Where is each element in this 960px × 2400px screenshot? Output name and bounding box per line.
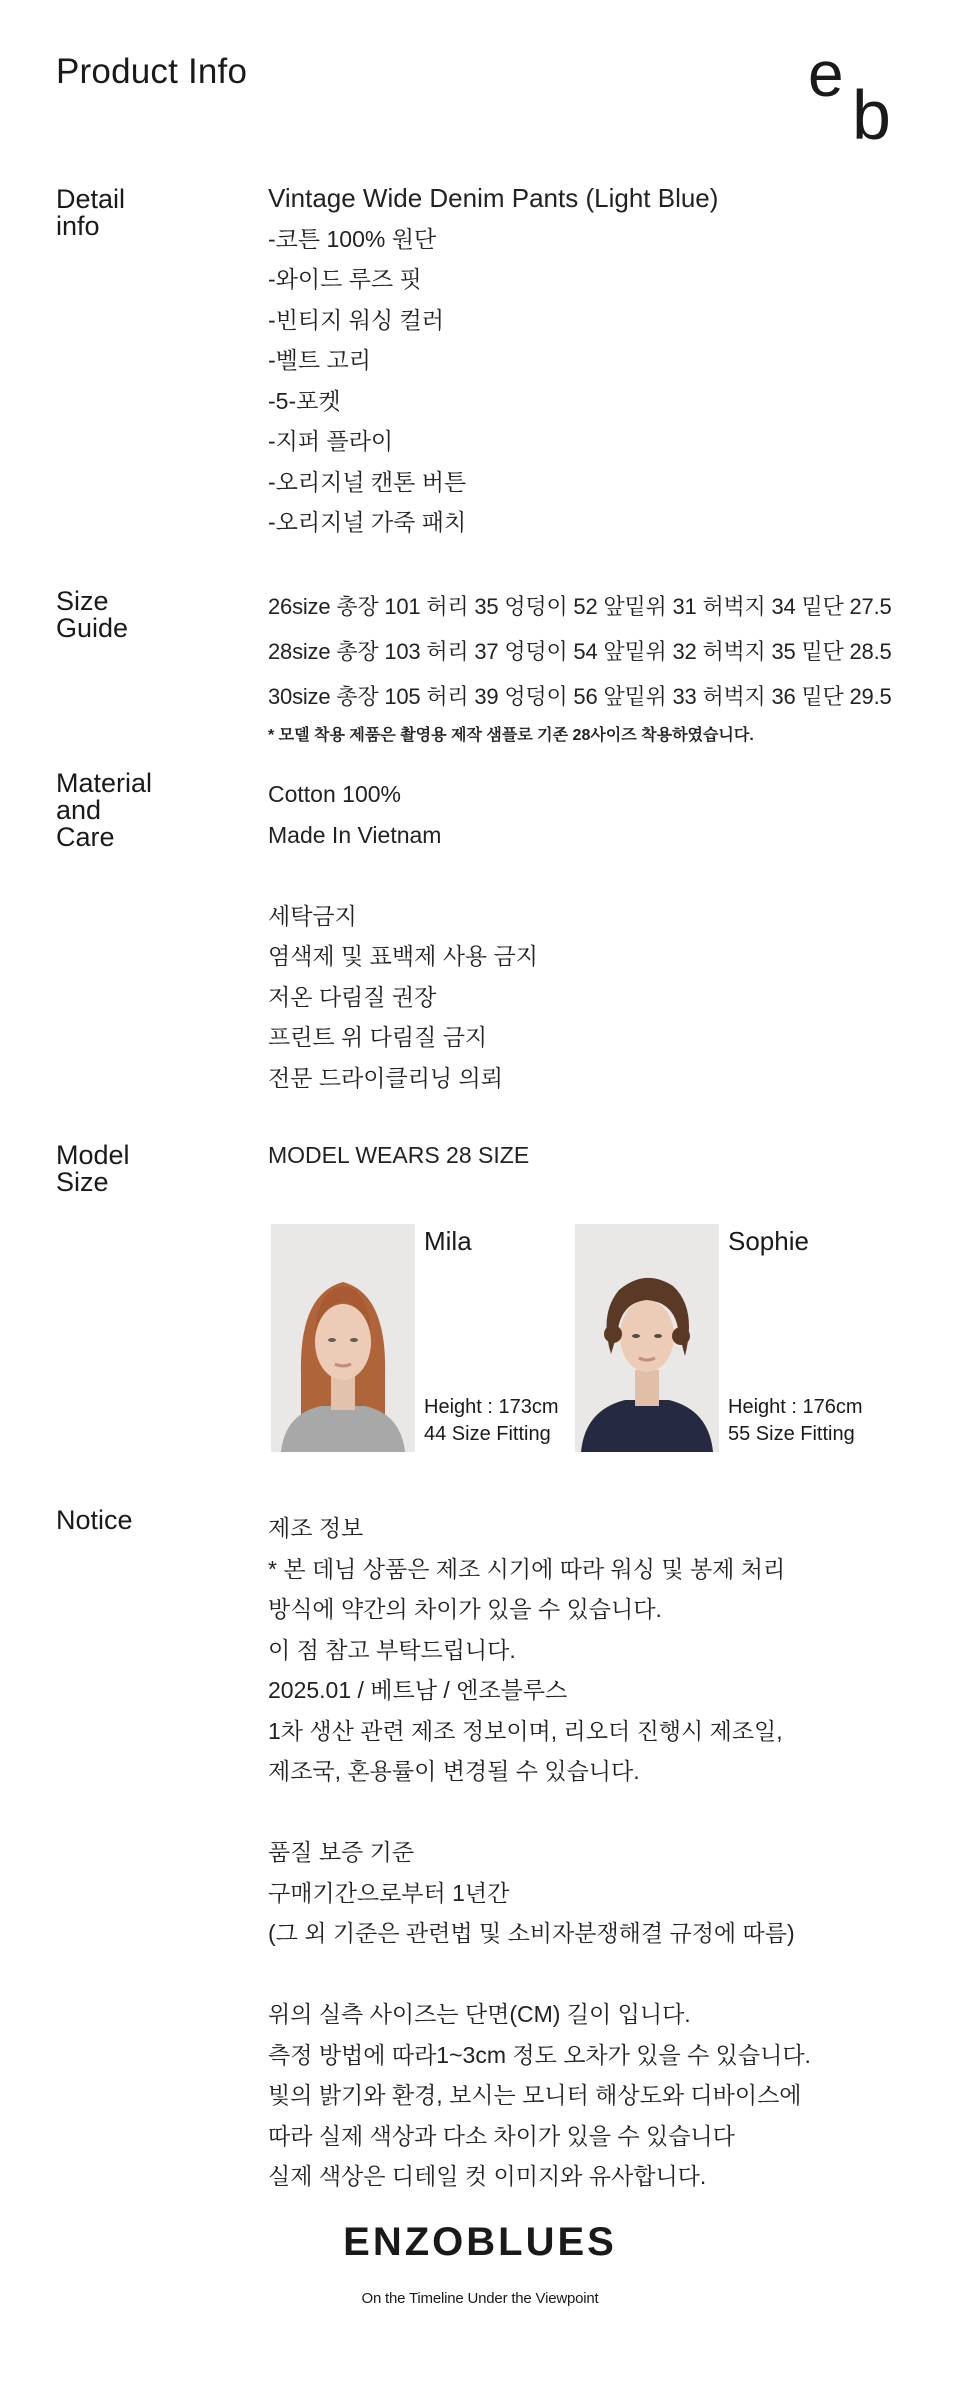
brand-wordmark: ENZOBLUES <box>343 2220 617 2264</box>
model-wears: MODEL WEARS 28 SIZE <box>268 1142 530 1168</box>
spacer <box>268 855 538 896</box>
notice-line: 위의 실측 사이즈는 단면(CM) 길이 입니다. <box>268 2001 691 2027</box>
logo-letter-e: e <box>808 38 844 110</box>
model-portrait-icon <box>575 1224 719 1452</box>
notice-line: 실제 색상은 디테일 컷 이미지와 유사합니다. <box>268 2163 707 2189</box>
feature-item: -오리지널 캔톤 버튼 <box>268 468 467 495</box>
notice-line: 방식에 약간의 차이가 있을 수 있습니다. <box>268 1596 662 1622</box>
detail-info-label <box>56 186 236 240</box>
model-size-label <box>56 1142 236 1196</box>
feature-item: -와이드 루즈 핏 <box>268 266 422 292</box>
material-care-section <box>268 774 538 1098</box>
product-name: Vintage Wide Denim Pants (Light Blue) <box>268 183 719 213</box>
notice-line: 빛의 밝기와 환경, 보시는 모니터 해상도와 디바이스에 <box>268 2082 802 2108</box>
notice-line: 제조 정보 <box>268 1515 364 1541</box>
feature-item: -지퍼 플라이 <box>268 428 394 454</box>
model-height: Height : 173cm <box>424 1396 559 1418</box>
notice-line: 1차 생산 관련 제조 정보이며, 리오더 진행시 제조일, <box>268 1717 783 1744</box>
notice-line: 제조국, 혼용률이 변경될 수 있습니다. <box>268 1758 640 1784</box>
model-height: Height : 176cm <box>728 1396 863 1418</box>
label-line: Model <box>56 1140 130 1170</box>
notice-line: 구매기간으로부터 1년간 <box>268 1879 510 1906</box>
label-line: Care <box>56 822 115 852</box>
composition-item: Made In Vietnam <box>268 821 442 848</box>
label-line: info <box>56 211 100 241</box>
care-item: 프린트 위 다림질 금지 <box>268 1024 488 1050</box>
label-line: and <box>56 795 102 825</box>
feature-item: -5-포켓 <box>268 387 341 414</box>
model-photo-sophie <box>575 1224 719 1452</box>
brand-logo <box>808 38 912 154</box>
feature-item: -코튼 100% 원단 <box>268 225 437 252</box>
size-guide-section <box>268 584 892 751</box>
label-line: Material <box>56 768 153 798</box>
page-title: Product Info <box>56 52 248 91</box>
size-row: 26size 총장 101 허리 35 엉덩이 52 앞밑위 31 허벅지 34 밑단 27.5 <box>268 594 892 619</box>
notice-label: Notice <box>56 1505 133 1535</box>
care-item: 전문 드라이클리닝 의뢰 <box>268 1064 503 1091</box>
size-note: * 모델 착용 제품은 촬영용 제작 샘플로 기존 28사이즈 착용하였습니다. <box>268 727 754 744</box>
notice-line: 품질 보증 기준 <box>268 1839 415 1865</box>
label-line: Size <box>56 586 109 616</box>
care-item: 저온 다림질 권장 <box>268 983 437 1010</box>
label-line: Detail <box>56 184 126 214</box>
material-care-label <box>56 770 236 851</box>
notice-line: (그 외 기준은 관련법 및 소비자분쟁해결 규정에 따름) <box>268 1920 795 1946</box>
feature-item: -벨트 고리 <box>268 347 371 373</box>
notice-line: 이 점 참고 부탁드립니다. <box>268 1636 516 1663</box>
label-line: Size <box>56 1167 109 1197</box>
notice-line: * 본 데님 상품은 제조 시기에 따라 워싱 및 봉제 처리 <box>268 1555 786 1582</box>
model-meta <box>728 1394 863 1448</box>
size-guide-label <box>56 588 236 642</box>
label-line: Guide <box>56 613 129 643</box>
logo-letter-b: b <box>852 76 891 154</box>
detail-info-section <box>268 178 718 543</box>
model-portrait-icon <box>271 1224 415 1452</box>
feature-item: -빈티지 워싱 컬러 <box>268 306 444 333</box>
care-item: 염색제 및 표백제 사용 금지 <box>268 943 538 969</box>
model-name: Sophie <box>728 1226 809 1256</box>
composition-item: Cotton 100% <box>268 781 401 807</box>
feature-item: -오리지널 가죽 패치 <box>268 509 467 535</box>
notice-line <box>268 1792 811 1833</box>
model-photo-mila <box>271 1224 415 1452</box>
notice-line: 2025.01 / 베트남 / 엔조블루스 <box>268 1677 568 1703</box>
size-row: 28size 총장 103 허리 37 엉덩이 54 앞밑위 32 허벅지 35 밑단 28.5 <box>268 639 892 664</box>
notice-line: 측정 방법에 따라1~3cm 정도 오차가 있을 수 있습니다. <box>268 2041 811 2068</box>
care-item: 세탁금지 <box>268 902 357 929</box>
model-fitting: 55 Size Fitting <box>728 1423 855 1445</box>
model-name: Mila <box>424 1226 472 1256</box>
notice-line <box>268 1954 811 1995</box>
notice-section <box>268 1508 811 2197</box>
model-fitting: 44 Size Fitting <box>424 1423 551 1445</box>
brand-tagline: On the Timeline Under the Viewpoint <box>361 2290 599 2307</box>
size-row: 30size 총장 105 허리 39 엉덩이 56 앞밑위 33 허벅지 36 밑단 29.5 <box>268 684 892 709</box>
notice-line: 따라 실제 색상과 다소 차이가 있을 수 있습니다 <box>268 2122 735 2149</box>
model-meta <box>424 1394 559 1448</box>
